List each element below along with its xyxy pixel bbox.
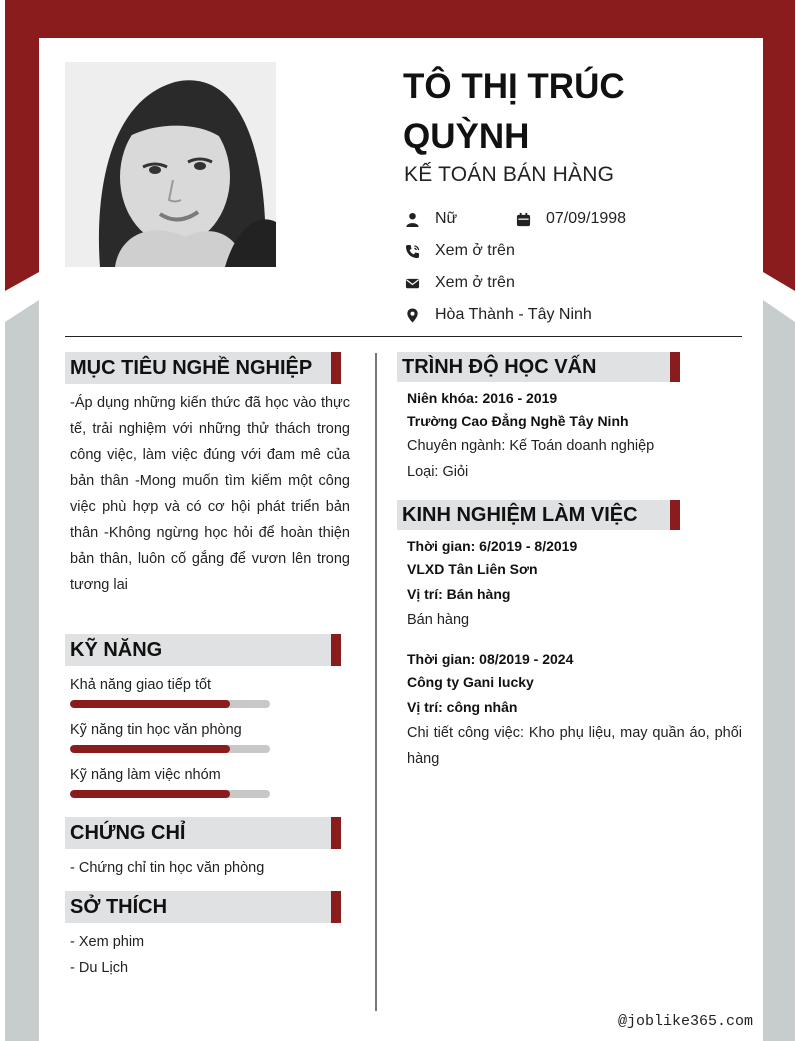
user-icon (404, 211, 420, 227)
education-heading (397, 352, 680, 382)
job-detail: Chi tiết công việc: Kho phụ liệu, may quần áo, phối hàng (407, 725, 742, 767)
certificate-item: - Chứng chỉ tin học văn phòng (70, 860, 265, 876)
certificates-heading-label: CHỨNG CHỈ (70, 821, 186, 844)
experience-heading-label: KINH NGHIỆM LÀM VIỆC (402, 503, 638, 526)
skill-bar-fill (70, 790, 230, 798)
hobbies-heading-label: SỞ THÍCH (70, 895, 168, 918)
skill-label: Kỹ năng làm việc nhóm (70, 767, 221, 783)
job-title: KẾ TOÁN BÁN HÀNG (404, 163, 615, 186)
skill-bar (70, 745, 270, 753)
email-value: Xem ở trên (435, 274, 515, 291)
hobby-item: - Du Lịch (70, 960, 129, 976)
right-red-band (763, 0, 795, 291)
address-value: Hòa Thành - Tây Ninh (435, 306, 592, 323)
education-heading-label: TRÌNH ĐỘ HỌC VẤN (402, 355, 597, 378)
gender-value: Nữ (435, 210, 458, 227)
hobbies-heading (65, 891, 341, 923)
heading-accent-bar (331, 352, 341, 384)
info-birthdate (515, 209, 626, 229)
skill-label: Kỹ năng tin học văn phòng (70, 722, 242, 738)
footer-credit: @joblike365.com (618, 1013, 754, 1030)
info-phone (404, 241, 515, 261)
job-position: Vị trí: Bán hàng (407, 586, 511, 602)
hobby-item: - Xem phim (70, 934, 145, 950)
profile-photo (65, 62, 276, 267)
skill-bar (70, 790, 270, 798)
skill-bar (70, 700, 270, 708)
header-divider (65, 336, 742, 337)
right-grey-band (763, 300, 795, 1041)
job-period: Thời gian: 08/2019 - 2024 (407, 651, 574, 667)
candidate-name: TÔ THỊ TRÚC QUỲNH (403, 67, 625, 156)
skill-bar-fill (70, 745, 230, 753)
certificates-heading (65, 817, 341, 849)
job-position: Vị trí: công nhân (407, 699, 518, 715)
objective-text: -Áp dụng những kiến thức đã học vào thực tế, trải nghiệm với những thử thách trong công việc, làm việc đúng với đam mê của bản thân -Mong muốn tìm kiếm một công việc phù hợp và có cơ hội phát triển bản thân -Không ngừng học hỏi để hoàn thiện bản thân, luôn cố gắng để vươn lên trong tương lai (70, 395, 350, 593)
education-period: Niên khóa: 2016 - 2019 (407, 390, 558, 406)
envelope-icon (404, 275, 420, 291)
heading-accent-bar (670, 500, 680, 530)
left-grey-band (5, 300, 39, 1041)
job-period: Thời gian: 6/2019 - 8/2019 (407, 538, 578, 554)
heading-accent-bar (331, 891, 341, 923)
phone-icon (404, 243, 420, 259)
heading-accent-bar (670, 352, 680, 382)
info-address (404, 305, 592, 325)
skills-heading-label: KỸ NĂNG (70, 638, 163, 661)
education-grade: Loại: Giỏi (407, 464, 469, 480)
info-gender (404, 209, 457, 229)
job-detail: Bán hàng (407, 612, 470, 628)
experience-heading (397, 500, 680, 530)
map-pin-icon (404, 307, 420, 323)
phone-value: Xem ở trên (435, 242, 515, 259)
column-divider (375, 353, 377, 1011)
skill-bar-fill (70, 700, 230, 708)
job-company: Công ty Gani lucky (407, 674, 534, 690)
education-school: Trường Cao Đẳng Nghề Tây Ninh (407, 413, 629, 429)
heading-accent-bar (331, 634, 341, 666)
job-company: VLXD Tân Liên Sơn (407, 561, 538, 577)
skills-heading (65, 634, 341, 666)
info-email (404, 273, 515, 293)
objective-heading (65, 352, 341, 384)
top-red-band (5, 0, 795, 38)
heading-accent-bar (331, 817, 341, 849)
objective-heading-label: MỤC TIÊU NGHỀ NGHIỆP (70, 356, 313, 379)
birthdate-value: 07/09/1998 (546, 210, 627, 227)
skill-label: Khả năng giao tiếp tốt (70, 677, 212, 693)
education-major: Chuyên ngành: Kế Toán doanh nghiệp (407, 438, 655, 454)
calendar-icon (515, 211, 531, 227)
left-red-band (5, 0, 39, 291)
